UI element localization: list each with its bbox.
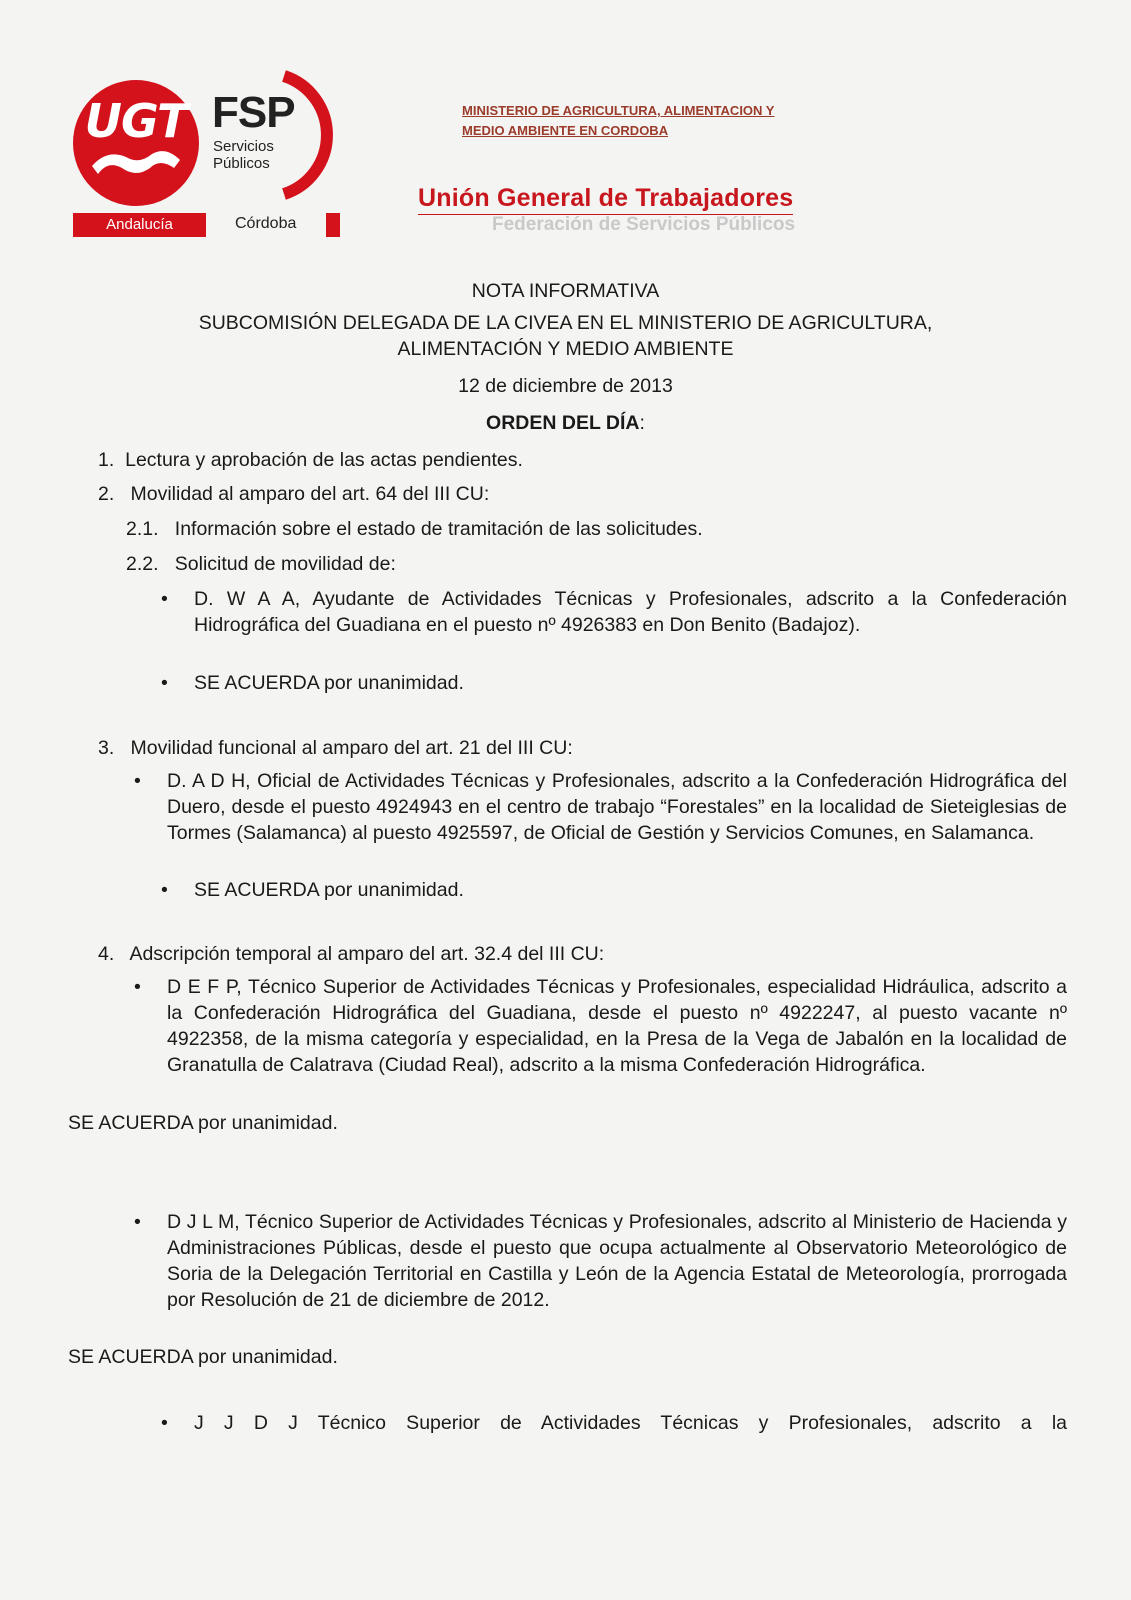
fsp-logo-subtitle: Servicios Públicos xyxy=(213,138,274,172)
list-item: • D J L M, Técnico Superior de Actividades Técnicas y Profesionales, adscrito al Ministerio de Hacienda y Administraciones Públicas, desde el puesto que ocupa actualmente al Observatorio Meteorológico de Soria de la Delegación Territorial en Castilla y León de la Agencia Estatal de Meteorología, prorrogada por Resolución de 21 de diciembre de 2012. xyxy=(167,1209,1067,1313)
agenda-item-4: 4. Adscripción temporal al amparo del art. 32.4 del III CU: xyxy=(98,943,605,965)
list-item: • D. A D H, Oficial de Actividades Técnicas y Profesionales, adscrito a la Confederación Hidrográfica del Duero, desde el puesto 4924943 en el centro de trabajo “Forestales” en la localidad de Sieteiglesias de Tormes (Salamanca) al puesto 4925597, de Oficial de Gestión y Servicios Comunes, en Salamanca. xyxy=(167,768,1067,846)
document-subtitle-line2: ALIMENTACIÓN Y MEDIO AMBIENTE xyxy=(397,338,734,360)
agenda-item-2-2: 2.2. Solicitud de movilidad de: xyxy=(126,553,396,575)
agreement-note: • SE ACUERDA por unanimidad. xyxy=(194,670,464,696)
agreement-note: SE ACUERDA por unanimidad. xyxy=(68,1346,338,1368)
agenda-item-2-1: 2.1. Información sobre el estado de tramitación de las solicitudes. xyxy=(126,518,703,540)
ministry-title: MINISTERIO DE AGRICULTURA, ALIMENTACION Y MEDIO AMBIENTE EN CORDOBA xyxy=(462,103,775,138)
document-subtitle-line1: SUBCOMISIÓN DELEGADA DE LA CIVEA EN EL MINISTERIO DE AGRICULTURA, xyxy=(198,312,933,334)
list-item: • D E F P, Técnico Superior de Actividades Técnicas y Profesionales, especialidad Hidráulica, adscrito a la Confederación Hidrográfica del Guadiana, desde el puesto nº 4922247, al puesto vacante nº 4922358, de la misma categoría y especialidad, en la Presa de la Vega de Jabalón en la localidad de Granatulla de Calatrava (Ciudad Real), adscrito a la misma Confederación Hidrográfica. xyxy=(167,974,1067,1078)
red-bar xyxy=(326,213,340,237)
city-label: Córdoba xyxy=(235,215,297,232)
union-title: Unión General de Trabajadores xyxy=(418,184,793,215)
agenda-item-3: 3. Movilidad funcional al amparo del art. 21 del III CU: xyxy=(98,737,573,759)
agenda-item-2: 2. Movilidad al amparo del art. 64 del III CU: xyxy=(98,483,490,505)
agreement-note: SE ACUERDA por unanimidad. xyxy=(68,1112,338,1134)
federation-title: Federación de Servicios Públicos xyxy=(492,214,796,235)
region-badge: Andalucía xyxy=(73,213,206,237)
list-item: • D. W A A, Ayudante de Actividades Técnicas y Profesionales, adscrito a la Confederación Hidrográfica del Guadiana en el puesto nº 4926383 en Don Benito (Badajoz). xyxy=(194,586,1067,638)
document-title: NOTA INFORMATIVA xyxy=(471,280,660,302)
agenda-item-1: 1. Lectura y aprobación de las actas pendientes. xyxy=(98,449,523,471)
fsp-logo-text: FSP xyxy=(212,88,295,137)
document-date: 12 de diciembre de 2013 xyxy=(458,375,673,397)
list-item: • J J D J Técnico Superior de Actividades Técnicas y Profesionales, adscrito a la xyxy=(194,1410,1067,1436)
agenda-heading: ORDEN DEL DÍA: xyxy=(486,412,645,434)
fsp-arc-icon xyxy=(276,70,346,200)
agreement-note: • SE ACUERDA por unanimidad. xyxy=(194,877,464,903)
ugt-logo-text: UGT xyxy=(84,94,188,148)
